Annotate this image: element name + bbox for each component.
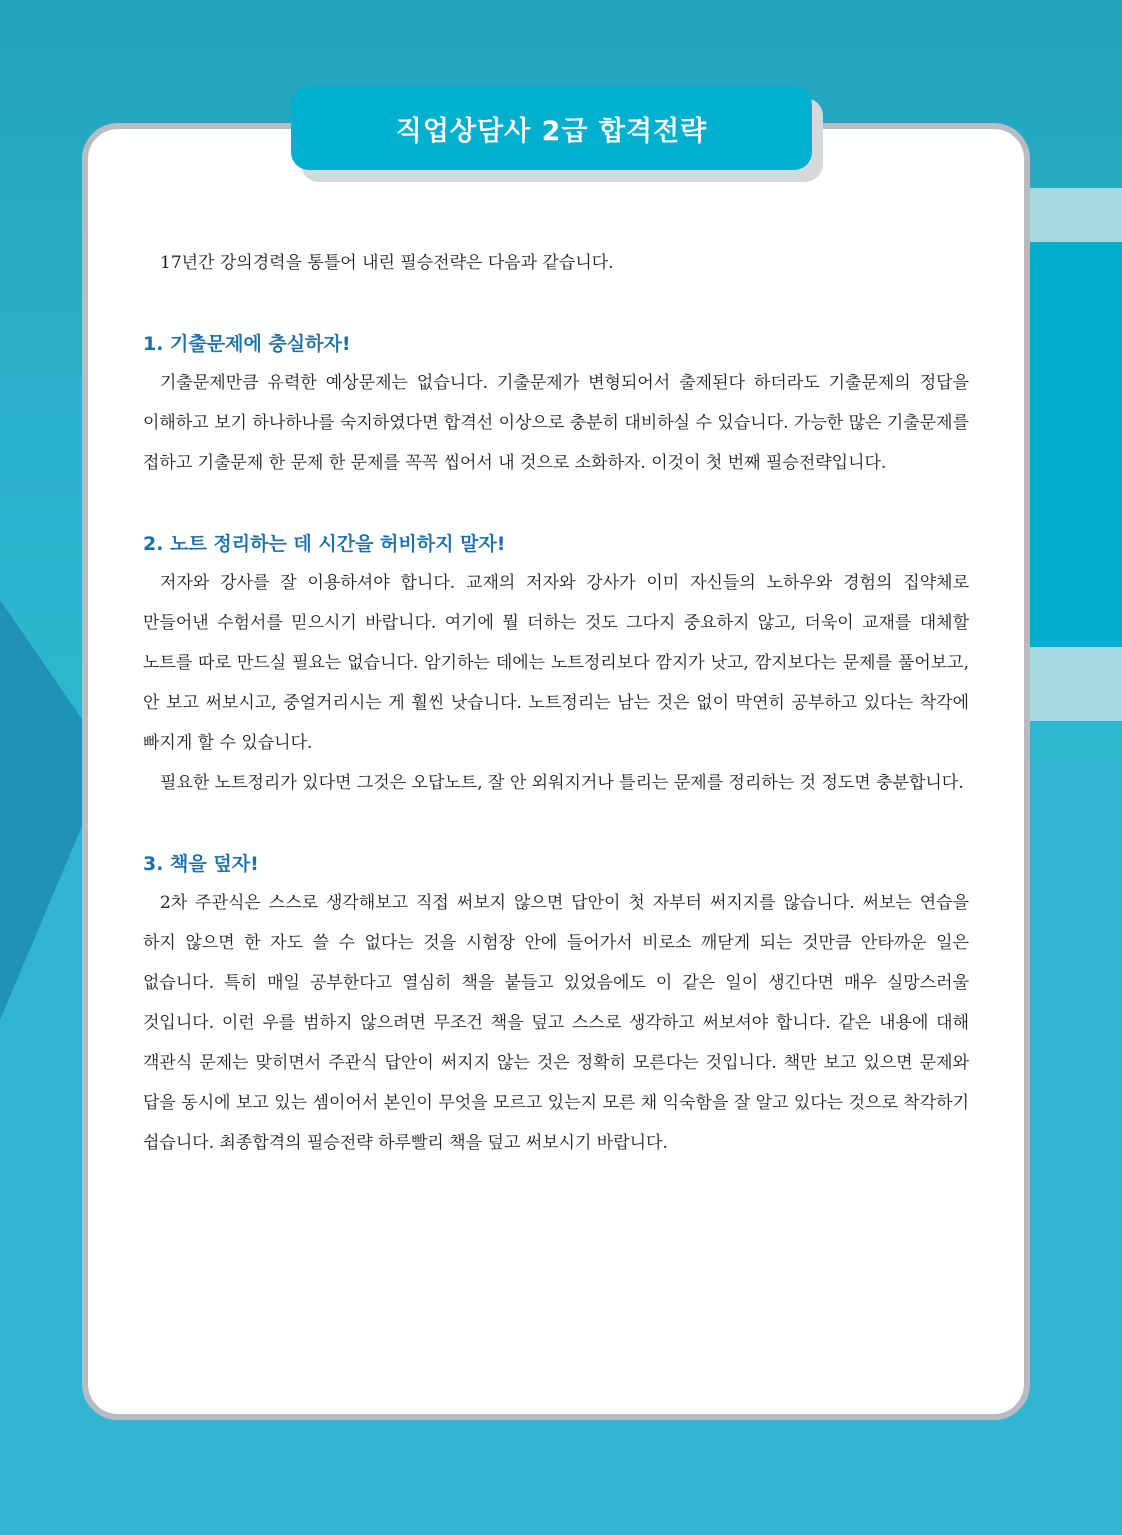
section-2 <box>143 525 969 803</box>
article-body <box>143 243 969 1163</box>
section-heading: 3. 책을 덮자! <box>143 853 259 875</box>
section-3 <box>143 845 969 1163</box>
section-heading: 1. 기출문제에 충실하자! <box>143 333 351 355</box>
section-paragraph: 저자와 강사를 잘 이용하셔야 합니다. 교재의 저자와 강사가 이미 자신들의 노하우와 경험의 집약체로 만들어낸 수험서를 믿으시기 바랍니다. 여기에 뭘 더하는 것도 그다지 중요하지 않고, 더욱이 교재를 대체할 노트를 따로 만드실 필요는 없습니다. 암기하는 데에는 노트정리보다 깜지가 낫고, 깜지보다는 문제를 풀어보고, 안 보고 써보시고, 중얼거리시는 게 훨씬 낫습니다. 노트정리는 남는 것은 없이 막연히 공부하고 있다는 착각에 빠지게 할 수 있습니다. <box>143 573 969 753</box>
section-paragraph: 2차 주관식은 스스로 생각해보고 직접 써보지 않으면 답안이 첫 자부터 써지지를 않습니다. 써보는 연습을 하지 않으면 한 자도 쓸 수 없다는 것을 시험장 안에 들어가서 비로소 깨닫게 되는 것만큼 안타까운 일은 없습니다. 특히 매일 공부한다고 열심히 책을 붙들고 있었음에도 이 같은 일이 생긴다면 매우 실망스러울 것입니다. 이런 우를 범하지 않으려면 무조건 책을 덮고 스스로 생각하고 써보셔야 합니다. 같은 내용에 대해 객관식 문제는 맞히면서 주관식 답안이 써지지 않는 것은 정확히 모른다는 것입니다. 책만 보고 있으면 문제와 답을 동시에 보고 있는 셈이어서 본인이 무엇을 모르고 있는지 모른 채 익숙함을 잘 알고 있다는 것으로 착각하기 쉽습니다. 최종합격의 필승전략 하루빨리 책을 덮고 써보시기 바랍니다. <box>143 893 969 1153</box>
background-stripe <box>1022 188 1122 242</box>
section-heading: 2. 노트 정리하는 데 시간을 허비하지 말자! <box>143 533 506 555</box>
background-stripe <box>1022 242 1122 647</box>
title-tab <box>291 86 812 170</box>
page-title: 직업상담사 2급 합격전략 <box>395 115 708 147</box>
section-1 <box>143 325 969 483</box>
background-stripe <box>1022 647 1122 721</box>
intro-paragraph: 17년간 강의경력을 통틀어 내린 필승전략은 다음과 같습니다. <box>160 253 614 273</box>
section-paragraph: 기출문제만큼 유력한 예상문제는 없습니다. 기출문제가 변형되어서 출제된다 하더라도 기출문제의 정답을 이해하고 보기 하나하나를 숙지하였다면 합격선 이상으로 충분히 대비하실 수 있습니다. 가능한 많은 기출문제를 접하고 기출문제 한 문제 한 문제를 꼭꼭 씹어서 내 것으로 소화하자. 이것이 첫 번째 필승전략입니다. <box>143 373 969 473</box>
section-paragraph: 필요한 노트정리가 있다면 그것은 오답노트, 잘 안 외워지거나 틀리는 문제를 정리하는 것 정도면 충분합니다. <box>160 773 964 793</box>
